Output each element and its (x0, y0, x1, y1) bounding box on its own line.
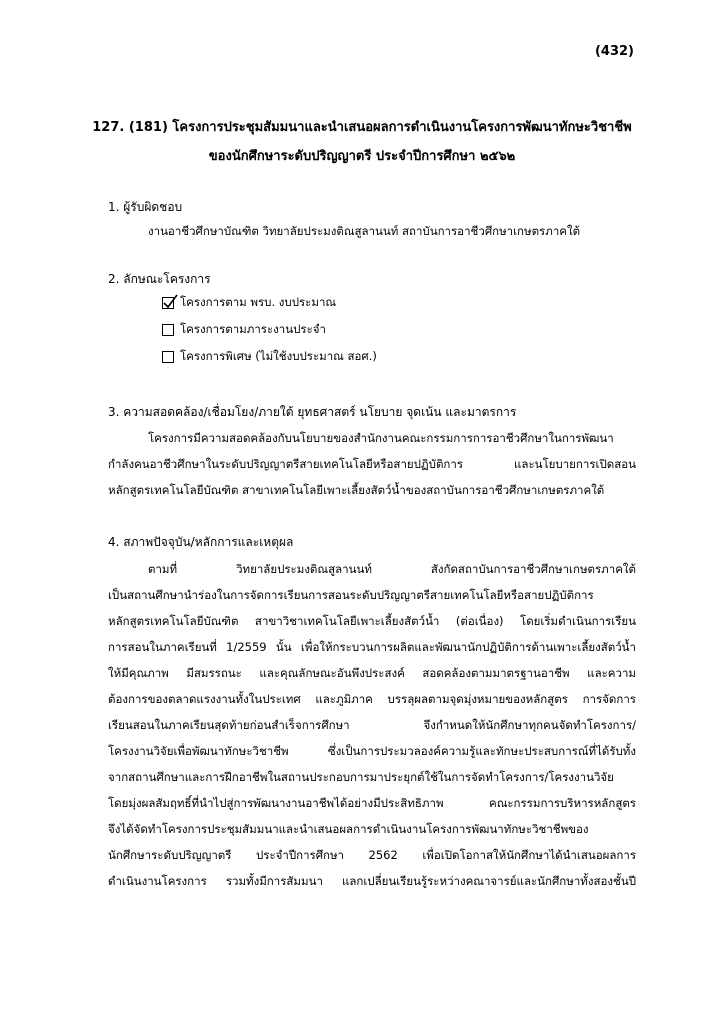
title-line-1: 127. (181) โครงการประชุมสัมมนาและนำเสนอผลการดำเนินงานโครงการพัฒนาทักษะวิชาชีพ (92, 120, 632, 135)
section-4-line: เรียนสอนในภาคเรียนสุดท้ายก่อนสำเร็จการศึกษา จึงกำหนดให้นักศึกษาทุกคนจัดทำโครงการ/ (108, 718, 636, 732)
section-4-line: หลักสูตรเทคโนโลยีบัณฑิต สาขาวิชาเทคโนโลยีเพาะเลี้ยงสัตว์น้ำ (ต่อเนื่อง) โดยเริ่มดำเนินการเรียน (108, 614, 636, 628)
section-1-heading: 1. ผู้รับผิดชอบ (108, 200, 183, 214)
project-type-option-3 (162, 348, 377, 366)
section-4-heading: 4. สภาพปัจจุบัน/หลักการและเหตุผล (108, 535, 294, 549)
project-type-option-label: โครงการพิเศษ (ไม่ใช้งบประมาณ สอศ.) (180, 349, 377, 363)
section-4-line: ต้องการของตลาดแรงงานทั้งในประเทศ และภูมิภาค บรรลุผลตามจุดมุ่งหมายของหลักสูตร การจัดการ (108, 692, 636, 706)
section-4-line: โครงงานวิจัยเพื่อพัฒนาทักษะวิชาชีพ ซึ่งเป็นการประมวลองค์ความรู้และทักษะประสบการณ์ที่ได้รับทั้ง (108, 744, 636, 758)
section-2-heading: 2. ลักษณะโครงการ (108, 272, 211, 286)
section-1-body: งานอาชีวศึกษาบัณฑิต วิทยาลัยประมงติณสูลานนท์ สถาบันการอาชีวศึกษาเกษตรภาคใต้ (148, 224, 581, 238)
section-3-line: โครงการมีความสอดคล้องกับนโยบายของสำนักงานคณะกรรมการการอาชีวศึกษาในการพัฒนา (148, 431, 614, 445)
checkbox-icon (162, 324, 174, 336)
checked-checkbox-icon (162, 297, 174, 309)
section-4-line: นักศึกษาระดับปริญญาตรี ประจำปีการศึกษา 2562 เพื่อเปิดโอกาสให้นักศึกษาได้นำเสนอผลการ (108, 848, 636, 862)
section-4-line: การสอนในภาคเรียนที่ 1/2559 นั้น เพื่อให้กระบวนการผลิตและพัฒนานักปฏิบัติการด้านเพาะเลี้ยงสัตว์น้ำ (108, 640, 636, 654)
title-line-2: ของนักศึกษาระดับปริญญาตรี ประจำปีการศึกษา ๒๕๖๒ (208, 149, 516, 164)
section-4-line: ตามที่ วิทยาลัยประมงติณสูลานนท์ สังกัดสถาบันการอาชีวศึกษาเกษตรภาคใต้ (148, 562, 636, 576)
project-type-option-label: โครงการตาม พรบ. งบประมาณ (180, 295, 337, 309)
section-4-line: จากสถานศึกษาและการฝึกอาชีพในสถานประกอบการมาประยุกต์ใช้ในการจัดทำโครงการ/โครงงานวิจัย (108, 770, 614, 784)
project-type-option-label: โครงการตามภาระงานประจำ (180, 322, 326, 336)
document-title (80, 113, 644, 171)
checkbox-icon (162, 351, 174, 363)
section-4-line: ให้มีคุณภาพ มีสมรรถนะ และคุณลักษณะอันพึงประสงค์ สอดคล้องตามมาตรฐานอาชีพ และความ (108, 666, 636, 680)
section-3-line: กำลังคนอาชีวศึกษาในระดับปริญญาตรีสายเทคโนโลยีหรือสายปฏิบัติการ และนโยบายการเปิดสอน (108, 457, 636, 471)
section-3-line: หลักสูตรเทคโนโลยีบัณฑิต สาขาเทคโนโลยีเพาะเลี้ยงสัตว์น้ำของสถาบันการอาชีวศึกษาเกษตรภาคใต้ (108, 483, 605, 497)
project-type-option-1 (162, 294, 336, 312)
section-4-line: จึงได้จัดทำโครงการประชุมสัมมนาและนำเสนอผลการดำเนินงานโครงการพัฒนาทักษะวิชาชีพของ (108, 822, 589, 836)
section-4-line: ดำเนินงานโครงการ รวมทั้งมีการสัมมนา แลกเปลี่ยนเรียนรู้ระหว่างคณาจารย์และนักศึกษาทั้งสองชั้นปี (108, 874, 636, 888)
project-type-option-2 (162, 321, 326, 339)
section-3-heading: 3. ความสอดคล้อง/เชื่อมโยง/ภายใต้ ยุทธศาสตร์ นโยบาย จุดเน้น และมาตรการ (108, 405, 517, 419)
page-number: (432) (594, 44, 634, 59)
section-4-line: โดยมุ่งผลสัมฤทธิ์ที่นำไปสู่การพัฒนางานอาชีพได้อย่างมีประสิทธิภาพ คณะกรรมการบริหารหลักสูตร (108, 796, 636, 810)
section-4-line: เป็นสถานศึกษานำร่องในการจัดการเรียนการสอนระดับปริญญาตรีสายเทคโนโลยีหรือสายปฏิบัติการ (108, 588, 594, 602)
